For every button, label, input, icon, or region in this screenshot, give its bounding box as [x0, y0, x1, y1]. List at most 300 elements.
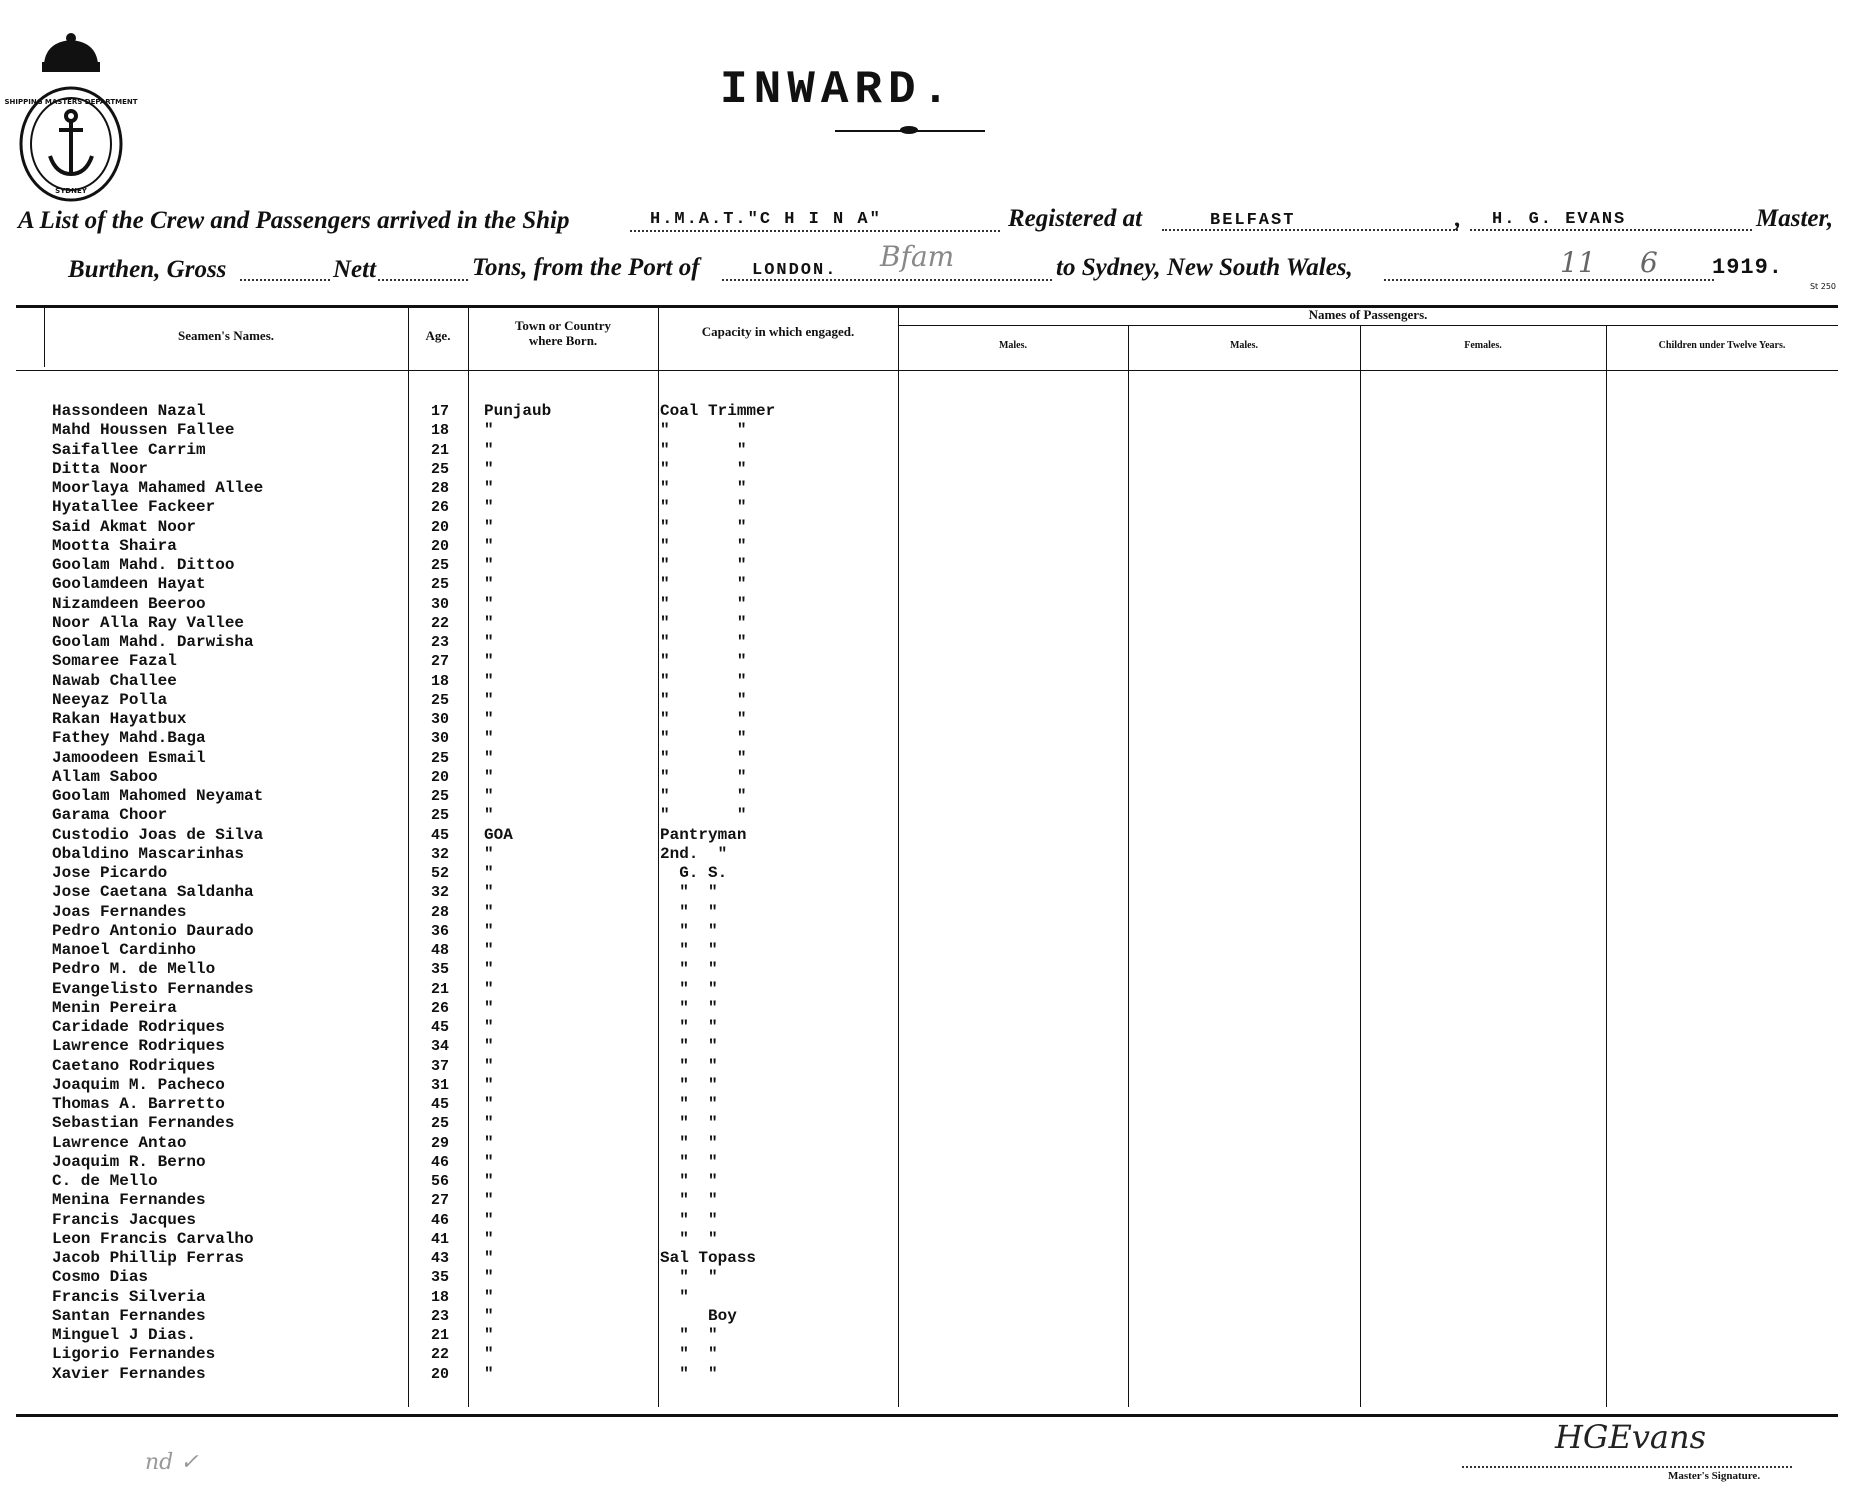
crew-name: Francis Jacques [52, 1210, 197, 1229]
crew-birthplace: " [484, 556, 494, 574]
crew-birthplace: " [484, 1210, 494, 1229]
crew-name: Mahd Houssen Fallee [52, 421, 235, 440]
date-line [1384, 279, 1714, 281]
crew-name: Moorlaya Mahamed Allee [52, 479, 264, 497]
crew-name: Allam Saboo [52, 767, 158, 786]
crew-capacity: " " [660, 459, 747, 478]
crew-birthplace: " [484, 652, 494, 671]
crew-birthplace: " [484, 1249, 494, 1267]
crew-row [0, 595, 1860, 614]
crew-age: 46 [430, 1153, 449, 1171]
crew-row [0, 999, 1860, 1018]
crew-name: Manoel Cardinho [52, 941, 197, 959]
crew-name: Thomas A. Barretto [52, 1095, 225, 1113]
crew-age: 34 [430, 1038, 449, 1056]
registered-port: BELFAST [1210, 211, 1296, 230]
crew-capacity: " " [660, 767, 747, 786]
pencil-annotation: nd ✓ [145, 1450, 199, 1475]
crew-capacity: " " [660, 1133, 718, 1152]
crew-age: 25 [430, 788, 449, 805]
crew-age: 45 [430, 1096, 449, 1113]
crew-row [0, 1191, 1860, 1210]
crew-birthplace: " [484, 1191, 494, 1210]
crew-row [0, 460, 1860, 479]
ship-name-line [630, 230, 1000, 232]
crew-row [0, 941, 1860, 960]
crew-row [0, 787, 1860, 806]
crew-birthplace: Punjaub [484, 402, 552, 420]
crew-row [0, 1134, 1860, 1153]
from-port: LONDON. [752, 261, 838, 280]
gross-tons-line [240, 279, 330, 281]
crew-capacity: " " [660, 1326, 718, 1344]
crew-row [0, 672, 1860, 691]
crew-name: Goolamdeen Hayat [52, 575, 206, 594]
crew-name: Cosmo Dias [52, 1268, 149, 1287]
header-comma: , [1455, 205, 1462, 232]
crew-capacity: " " [660, 806, 747, 825]
crew-name: Leon Francis Carvalho [52, 1229, 254, 1248]
crew-row [0, 614, 1860, 633]
crew-row [0, 1326, 1860, 1345]
crew-name: Hyatallee Fackeer [52, 498, 216, 517]
crew-capacity: " " [660, 1210, 718, 1229]
crew-capacity: " " [660, 1037, 718, 1056]
crew-birthplace: " [484, 1037, 494, 1056]
crew-birthplace: " [484, 498, 494, 517]
crew-row [0, 1345, 1860, 1364]
svg-text:SHIPPING MASTERS DEPARTMENT: SHIPPING MASTERS DEPARTMENT [4, 98, 138, 106]
crew-name: Obaldino Mascarinhas [52, 844, 245, 863]
crew-row [0, 1114, 1860, 1133]
from-port-handwritten: Bfam [880, 240, 955, 273]
crew-row [0, 1172, 1860, 1191]
crew-birthplace: " [484, 633, 494, 651]
nett-tons-line [378, 279, 468, 281]
crew-age: 43 [430, 1250, 449, 1267]
crew-row [0, 806, 1860, 825]
crew-birthplace: " [484, 710, 494, 728]
crew-capacity: " " [660, 479, 747, 497]
crew-row [0, 1037, 1860, 1056]
anchor-icon [50, 111, 92, 174]
crew-age: 28 [430, 903, 449, 921]
crew-birthplace: " [484, 575, 494, 594]
crew-row [0, 729, 1860, 748]
crew-row [0, 1307, 1860, 1326]
crew-row [0, 710, 1860, 729]
crew-name: Goolam Mahomed Neyamat [52, 787, 264, 805]
crew-age: 45 [430, 826, 449, 844]
crew-name: Ligorio Fernandes [52, 1345, 216, 1364]
crew-name: Said Akmat Noor [52, 517, 197, 536]
crew-capacity: Pantryman [660, 825, 747, 844]
date-month: 6 [1640, 246, 1658, 279]
column-header-passengers: Names of Passengers. [1308, 307, 1428, 322]
crew-capacity: " " [660, 921, 718, 940]
crew-name: Saifallee Carrim [52, 440, 206, 459]
crew-capacity: " " [660, 1056, 718, 1075]
crew-row [0, 903, 1860, 922]
crew-age: 18 [430, 672, 449, 690]
crew-capacity: " " [660, 517, 747, 536]
crew-age: 25 [430, 557, 449, 574]
crew-name: Goolam Mahd. Dittoo [52, 556, 235, 574]
crew-name: Pedro Antonio Daurado [52, 921, 254, 940]
crew-birthplace: " [484, 806, 494, 825]
crew-capacity: " " [660, 1229, 718, 1248]
crew-age: 30 [430, 711, 449, 728]
crew-capacity: " " [660, 1268, 718, 1287]
crew-name: Neeyaz Polla [52, 690, 168, 709]
crew-capacity: " " [660, 729, 747, 748]
crew-name: Joaquim R. Berno [52, 1152, 206, 1171]
crew-age: 30 [430, 595, 449, 613]
crew-row [0, 1249, 1860, 1268]
crew-name: Hassondeen Nazal [52, 402, 206, 420]
crew-capacity: " " [660, 960, 718, 979]
crew-birthplace: " [484, 1364, 494, 1383]
crew-name: Joaquim M. Pacheco [52, 1075, 225, 1094]
crew-age: 22 [430, 1346, 449, 1364]
crew-birthplace: " [484, 671, 494, 690]
crew-row [0, 845, 1860, 864]
crew-row [0, 1230, 1860, 1249]
crew-age: 30 [430, 730, 449, 748]
crew-age: 25 [430, 691, 449, 709]
crew-age: 25 [430, 576, 449, 594]
crew-row [0, 826, 1860, 845]
crew-row [0, 1095, 1860, 1114]
to-sydney-label: to Sydney, New South Wales, [1056, 254, 1353, 281]
crew-name: Fathey Mahd.Baga [52, 729, 206, 748]
crew-capacity: " " [660, 613, 747, 632]
master-name: H. G. EVANS [1492, 210, 1627, 229]
crew-name: Joas Fernandes [52, 902, 187, 921]
crew-row [0, 421, 1860, 440]
crew-birthplace: " [484, 1345, 494, 1364]
crew-name: Lawrence Antao [52, 1133, 187, 1152]
crew-birthplace: GOA [484, 825, 513, 844]
crew-name: Garama Choor [52, 806, 168, 825]
department-seal [4, 32, 138, 202]
crew-birthplace: " [484, 941, 494, 959]
crew-capacity: Sal Topass [660, 1249, 757, 1267]
column-header-age: Age. [425, 328, 451, 343]
column-header-born-2: where Born. [528, 333, 598, 348]
crew-row [0, 652, 1860, 671]
crew-row [0, 402, 1860, 421]
crew-capacity: " " [660, 1172, 718, 1190]
nett-label: Nett [333, 256, 377, 283]
crew-row [0, 1288, 1860, 1307]
crew-age: 20 [430, 518, 449, 536]
crew-birthplace: " [484, 1018, 494, 1036]
crew-name: Pedro M. de Mello [52, 960, 216, 979]
crew-age: 32 [430, 845, 449, 863]
crew-row [0, 1018, 1860, 1037]
crew-name: Menina Fernandes [52, 1191, 206, 1210]
crew-row [0, 1153, 1860, 1172]
crew-birthplace: " [484, 1326, 494, 1344]
crew-row [0, 556, 1860, 575]
crew-birthplace: " [484, 748, 494, 767]
signature-caption: Master's Signature. [1668, 1470, 1761, 1482]
registered-label: Registered at [1008, 205, 1143, 232]
crew-name: Noor Alla Ray Vallee [52, 613, 245, 632]
crew-birthplace: " [484, 998, 494, 1017]
table-bottom-rule [16, 1414, 1838, 1417]
crew-birthplace: " [484, 1056, 494, 1075]
crew-birthplace: " [484, 1306, 494, 1325]
crew-capacity: " " [660, 1018, 718, 1036]
crew-age: 37 [430, 1057, 449, 1075]
crew-capacity: " " [660, 902, 718, 921]
crew-capacity: " " [660, 710, 747, 728]
crew-capacity: " " [660, 440, 747, 459]
crew-row [0, 864, 1860, 883]
crew-capacity: " " [660, 1095, 718, 1113]
crew-capacity: " " [660, 1345, 718, 1364]
crew-age: 35 [430, 961, 449, 979]
form-number: St 250 [1809, 282, 1836, 291]
crew-age: 21 [430, 980, 449, 998]
crew-birthplace: " [484, 844, 494, 863]
crew-birthplace: " [484, 1172, 494, 1190]
crew-capacity: " " [660, 748, 747, 767]
master-signature: HGEvans [1555, 1418, 1707, 1456]
crew-birthplace: " [484, 1287, 494, 1306]
crew-row [0, 537, 1860, 556]
crew-age: 18 [430, 422, 449, 440]
crew-birthplace: " [484, 1075, 494, 1094]
crew-capacity: " " [660, 671, 747, 690]
crew-birthplace: " [484, 1133, 494, 1152]
crew-name: Santan Fernandes [52, 1306, 206, 1325]
crew-name: Menin Pereira [52, 998, 177, 1017]
crew-birthplace: " [484, 1095, 494, 1113]
passenger-subheader-rule [898, 325, 1838, 326]
crew-row [0, 441, 1860, 460]
crew-age: 23 [430, 1307, 449, 1325]
crew-age: 26 [430, 999, 449, 1017]
column-header-children: Children under Twelve Years. [1658, 340, 1786, 351]
crew-birthplace: " [484, 440, 494, 459]
crew-age: 20 [430, 1365, 449, 1383]
crew-name: Evangelisto Fernandes [52, 979, 254, 998]
crew-birthplace: " [484, 883, 494, 902]
crew-age: 27 [430, 1192, 449, 1210]
crew-capacity: " " [660, 787, 747, 805]
column-header-males: Males. [998, 340, 1028, 351]
crew-age: 22 [430, 614, 449, 632]
column-header-females: Females. [1464, 340, 1502, 351]
crew-birthplace: " [484, 1152, 494, 1171]
crew-age: 29 [430, 1134, 449, 1152]
crew-row [0, 749, 1860, 768]
crew-birthplace: " [484, 459, 494, 478]
crew-capacity: " " [660, 1364, 718, 1383]
crew-birthplace: " [484, 787, 494, 805]
crew-birthplace: " [484, 594, 494, 613]
crew-name: Lawrence Rodriques [52, 1037, 225, 1056]
crew-name: Ditta Noor [52, 459, 149, 478]
crew-age: 56 [430, 1173, 449, 1190]
crew-capacity: " " [660, 421, 747, 440]
crew-age: 32 [430, 884, 449, 902]
crew-row [0, 575, 1860, 594]
crew-capacity: " " [660, 536, 747, 555]
crew-row [0, 960, 1860, 979]
crew-name: Jacob Phillip Ferras [52, 1249, 245, 1267]
header-list-label: A List of the Crew and Passengers arrived in the Ship [18, 207, 570, 234]
crew-age: 21 [430, 1327, 449, 1344]
crew-age: 20 [430, 537, 449, 555]
crew-row [0, 691, 1860, 710]
crew-capacity: " " [660, 998, 718, 1017]
crew-name: Rakan Hayatbux [52, 710, 187, 728]
crew-capacity: " " [660, 1152, 718, 1171]
crew-name: Sebastian Fernandes [52, 1114, 235, 1133]
crew-birthplace: " [484, 536, 494, 555]
crew-name: Somaree Fazal [52, 652, 177, 671]
crew-birthplace: " [484, 767, 494, 786]
crew-age: 25 [430, 807, 449, 825]
crew-name: Jamoodeen Esmail [52, 748, 206, 767]
crew-row [0, 922, 1860, 941]
crew-birthplace: " [484, 479, 494, 497]
column-header-capacity: Capacity in which engaged. [701, 324, 855, 339]
crew-capacity: Boy [660, 1306, 737, 1325]
crew-name: Mootta Shaira [52, 536, 177, 555]
burthen-gross-label: Burthen, Gross [68, 256, 227, 283]
crew-capacity: " " [660, 690, 747, 709]
master-name-line [1470, 229, 1752, 231]
crew-age: 45 [430, 1019, 449, 1036]
crew-birthplace: " [484, 902, 494, 921]
crew-name: Jose Picardo [52, 864, 168, 882]
crew-birthplace: " [484, 960, 494, 979]
crew-age: 52 [430, 865, 449, 882]
column-header-born-1: Town or Country [514, 318, 612, 333]
crew-row [0, 498, 1860, 517]
crew-name: C. de Mello [52, 1172, 158, 1190]
date-year: 1919. [1712, 255, 1784, 280]
crew-name: Nawab Challee [52, 671, 177, 690]
signature-line [1462, 1466, 1792, 1468]
crew-capacity: G. S. [660, 864, 728, 882]
crew-age: 21 [430, 441, 449, 459]
crew-capacity: " " [660, 1191, 718, 1210]
crew-capacity: " " [660, 498, 747, 517]
crew-age: 35 [430, 1269, 449, 1287]
crew-name: Caetano Rodriques [52, 1056, 216, 1075]
date-day: 11 [1560, 246, 1596, 279]
tons-port-label: Tons, from the Port of [472, 254, 700, 281]
crew-row [0, 518, 1860, 537]
crew-birthplace: " [484, 979, 494, 998]
crew-age: 20 [430, 768, 449, 786]
crew-age: 36 [430, 922, 449, 940]
crew-row [0, 1057, 1860, 1076]
crew-name: Caridade Rodriques [52, 1018, 225, 1036]
ship-name: H.M.A.T."C H I N A" [650, 210, 882, 229]
crew-birthplace: " [484, 517, 494, 536]
crew-capacity: " " [660, 883, 718, 902]
crew-capacity: " " [660, 1114, 718, 1133]
crew-age: 23 [430, 634, 449, 651]
crew-capacity: Coal Trimmer [660, 402, 776, 420]
crew-row [0, 479, 1860, 498]
crew-capacity: " " [660, 633, 747, 651]
crew-capacity: " " [660, 1075, 718, 1094]
crew-birthplace: " [484, 864, 494, 882]
master-label: Master, [1756, 205, 1834, 232]
seal-graphic [4, 32, 138, 202]
crew-row [0, 633, 1860, 652]
crew-capacity: " " [660, 979, 718, 998]
column-header-names: Seamen's Names. [177, 328, 275, 343]
crew-capacity: " " [660, 594, 747, 613]
crew-name: Jose Caetana Saldanha [52, 883, 254, 902]
crew-birthplace: " [484, 1229, 494, 1248]
crew-capacity: " " [660, 941, 718, 959]
crew-age: 17 [430, 403, 449, 420]
svg-text:SYDNEY: SYDNEY [55, 187, 87, 195]
registered-port-line [1162, 229, 1458, 231]
crew-age: 27 [430, 653, 449, 671]
crew-age: 26 [430, 499, 449, 517]
column-header-males-2: Males. [1229, 340, 1259, 351]
crew-name: Nizamdeen Beeroo [52, 594, 206, 613]
crew-age: 28 [430, 480, 449, 497]
crew-row [0, 1211, 1860, 1230]
table-header-rule [16, 370, 1838, 371]
crew-capacity: " " [660, 556, 747, 574]
crew-birthplace: " [484, 1268, 494, 1287]
crew-row [0, 768, 1860, 787]
crew-list [0, 402, 1860, 1384]
crew-birthplace: " [484, 729, 494, 748]
crew-row [0, 1268, 1860, 1287]
crew-row [0, 883, 1860, 902]
form-title: INWARD. [720, 64, 956, 116]
crew-age: 25 [430, 1115, 449, 1133]
crew-age: 31 [430, 1076, 449, 1094]
crew-name: Xavier Fernandes [52, 1364, 206, 1383]
crew-birthplace: " [484, 421, 494, 440]
crew-capacity: " " [660, 652, 747, 671]
crew-row [0, 980, 1860, 999]
title-ornament [900, 126, 918, 134]
crew-birthplace: " [484, 613, 494, 632]
crew-name: Goolam Mahd. Darwisha [52, 633, 254, 651]
crew-capacity: " [660, 1287, 689, 1306]
crew-name: Minguel J Dias. [52, 1326, 197, 1344]
crew-name: Custodio Joas de Silva [52, 825, 264, 844]
crew-age: 25 [430, 460, 449, 478]
crew-capacity: 2nd. " [660, 844, 728, 863]
crew-name: Francis Silveria [52, 1287, 206, 1306]
crew-birthplace: " [484, 921, 494, 940]
crew-birthplace: " [484, 1114, 494, 1133]
crew-row [0, 1365, 1860, 1384]
crew-capacity: " " [660, 575, 747, 594]
crew-age: 25 [430, 749, 449, 767]
crew-age: 41 [430, 1230, 449, 1248]
crew-age: 48 [430, 942, 449, 959]
crew-age: 46 [430, 1211, 449, 1229]
